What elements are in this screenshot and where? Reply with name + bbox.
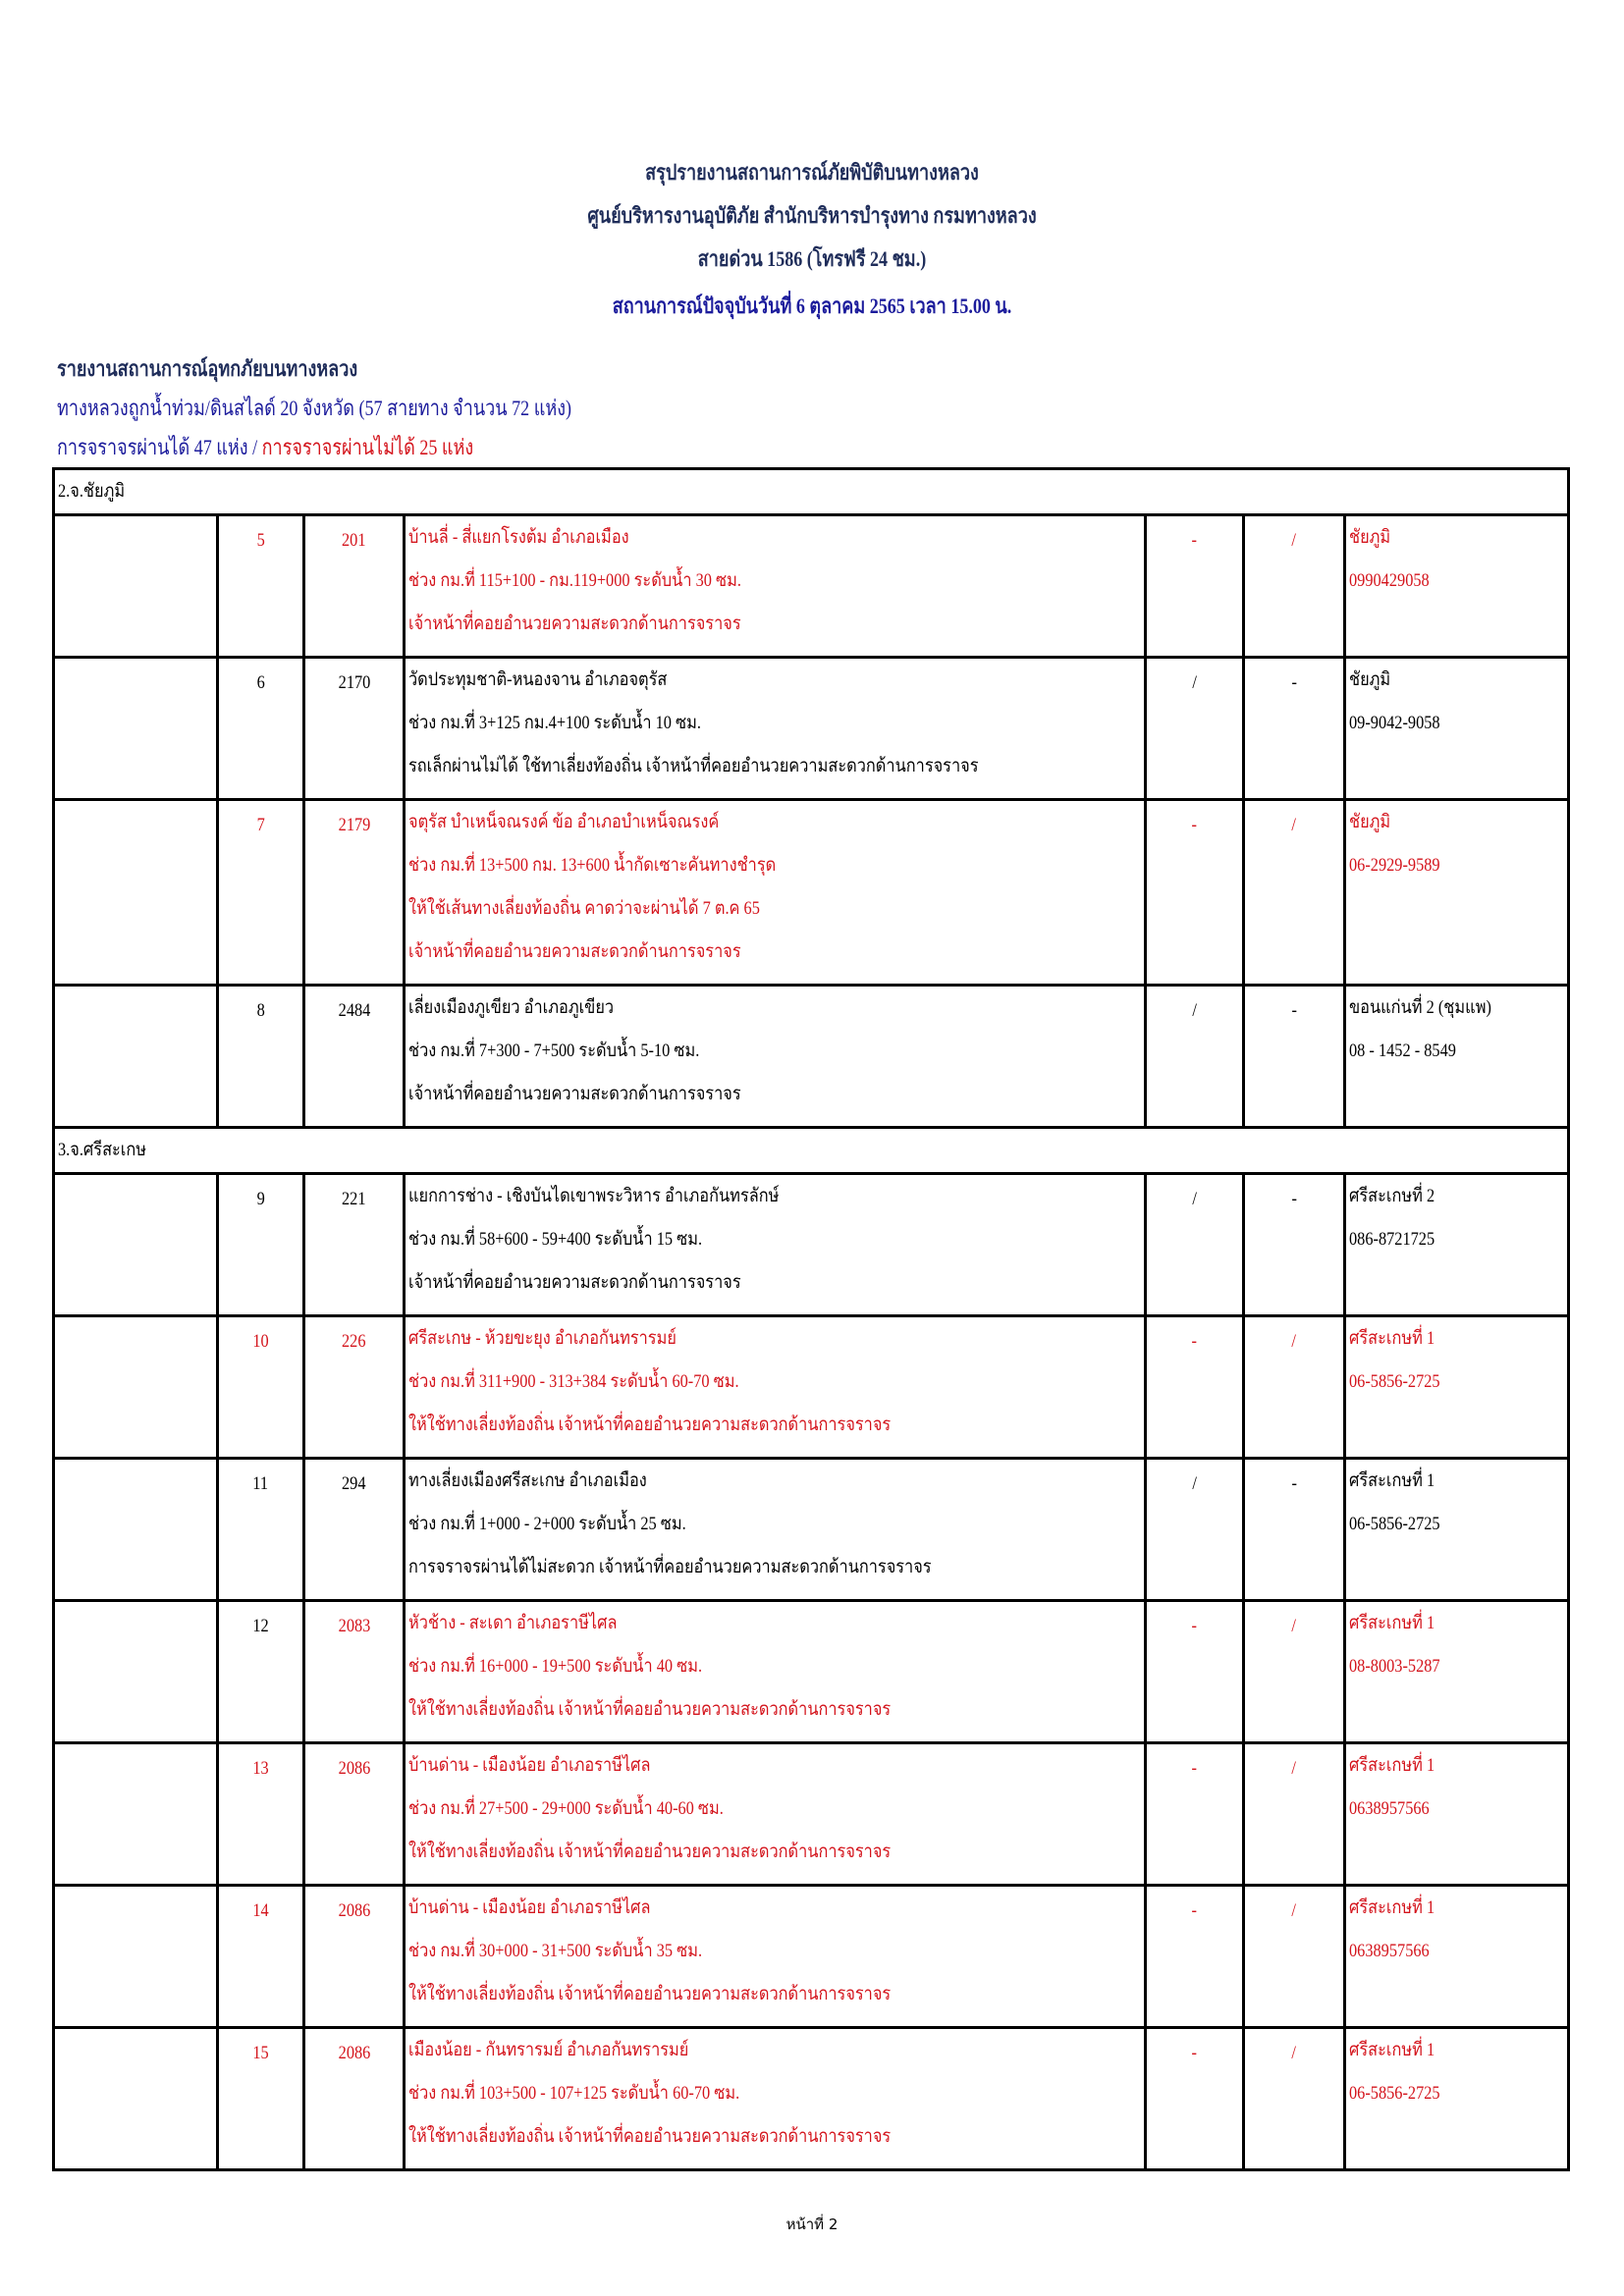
route-number: 2086 — [338, 2043, 370, 2063]
row-number-cell — [218, 1601, 304, 1743]
summary-impassable: การจราจรผ่านไม่ได้ 25 แห่ง — [261, 435, 474, 459]
summary-traffic — [57, 430, 473, 464]
description-line: ช่วง กม.ที่ 7+300 - 7+500 ระดับน้ำ 5-10 ซม. — [408, 1041, 700, 1061]
contact-cell — [1345, 800, 1569, 986]
contact-name: ศรีสะเกษที่ 1 — [1349, 1613, 1435, 1633]
impassable-mark: / — [1291, 815, 1297, 835]
row-number: 8 — [256, 1000, 265, 1021]
description-line: แยกการช่าง - เชิงบันไดเขาพระวิหาร อำเภอกันทรลักษ์ — [408, 1186, 780, 1206]
route-number: 2086 — [338, 1758, 370, 1779]
contact-name: ศรีสะเกษที่ 1 — [1349, 1897, 1435, 1918]
route-number-cell — [304, 1316, 405, 1459]
route-number-cell — [304, 658, 405, 800]
impassable-mark: / — [1291, 1758, 1297, 1779]
location-description-cell — [405, 515, 1146, 658]
route-number: 226 — [342, 1331, 366, 1352]
passable-mark-cell — [1146, 515, 1244, 658]
route-number: 201 — [342, 530, 366, 551]
location-description-cell — [405, 986, 1146, 1128]
route-number-cell — [304, 1459, 405, 1601]
row-number: 5 — [256, 530, 265, 551]
impassable-mark-cell — [1244, 1316, 1345, 1459]
passable-mark: - — [1191, 1900, 1198, 1921]
description-line: เมืองน้อย - กันทรารมย์ อำเภอกันทรารมย์ — [408, 2040, 689, 2060]
passable-mark: / — [1192, 672, 1197, 693]
report-datetime: สถานการณ์ปัจจุบันวันที่ 6 ตุลาคม 2565 เวลา 15.00 น. — [612, 294, 1012, 318]
description-line: ช่วง กม.ที่ 1+000 - 2+000 ระดับน้ำ 25 ซม. — [408, 1514, 686, 1534]
row-number-cell — [218, 1316, 304, 1459]
route-number-cell — [304, 2028, 405, 2170]
description-line: จตุรัส บำเหน็จณรงค์ ข้อ อำเภอบำเหน็จณรงค์ — [408, 812, 720, 832]
table-row — [54, 986, 1569, 1128]
description-line: ช่วง กม.ที่ 30+000 - 31+500 ระดับน้ำ 35 ซม. — [408, 1941, 703, 1961]
route-number: 2083 — [338, 1616, 370, 1636]
passable-mark: / — [1192, 1000, 1197, 1021]
blank-cell — [54, 800, 218, 986]
impassable-mark-cell — [1244, 2028, 1345, 2170]
contact-phone: 086-8721725 — [1349, 1229, 1435, 1250]
contact-cell — [1345, 1459, 1569, 1601]
contact-cell — [1345, 1743, 1569, 1886]
summary-passable: การจราจรผ่านได้ 47 แห่ง / — [57, 435, 262, 459]
impassable-mark-cell — [1244, 1174, 1345, 1316]
description-line: ช่วง กม.ที่ 27+500 - 29+000 ระดับน้ำ 40-60 ซม. — [408, 1798, 724, 1819]
passable-mark-cell — [1146, 1459, 1244, 1601]
description-line: ทางเลี่ยงเมืองศรีสะเกษ อำเภอเมือง — [408, 1470, 647, 1491]
province-section-row — [54, 1128, 1569, 1174]
description-line: บ้านลี่ - สี่แยกโรงต้ม อำเภอเมือง — [408, 527, 629, 548]
contact-name: ศรีสะเกษที่ 1 — [1349, 1328, 1435, 1349]
impassable-mark-cell — [1244, 986, 1345, 1128]
row-number-cell — [218, 1743, 304, 1886]
table-row — [54, 1601, 1569, 1743]
description-line: รถเล็กผ่านไม่ได้ ใช้ทาเลี่ยงท้องถิ่น เจ้าหน้าที่คอยอำนวยความสะดวกด้านการจราจร — [408, 756, 979, 776]
impassable-mark: - — [1291, 1473, 1297, 1494]
row-number: 6 — [256, 672, 265, 693]
report-organization: ศูนย์บริหารงานอุบัติภัย สำนักบริหารบำรุงทาง กรมทางหลวง — [587, 203, 1037, 228]
route-number: 221 — [342, 1189, 366, 1209]
description-line: บ้านด่าน - เมืองน้อย อำเภอราษีไศล — [408, 1897, 651, 1918]
contact-phone: 06-2929-9589 — [1349, 855, 1440, 876]
row-number-cell — [218, 986, 304, 1128]
row-number: 14 — [252, 1900, 269, 1921]
description-line: ให้ใช้ทางเลี่ยงท้องถิ่น เจ้าหน้าที่คอยอำนวยความสะดวกด้านการจราจร — [408, 1984, 892, 2004]
contact-cell — [1345, 1601, 1569, 1743]
contact-phone: 0638957566 — [1349, 1798, 1430, 1819]
province-label: 3.จ.ศรีสะเกษ — [58, 1140, 147, 1160]
route-number: 2086 — [338, 1900, 370, 1921]
contact-cell — [1345, 515, 1569, 658]
passable-mark: - — [1191, 530, 1198, 551]
contact-cell — [1345, 1886, 1569, 2028]
blank-cell — [54, 1743, 218, 1886]
description-line: ให้ใช้เส้นทางเลี่ยงท้องถิ่น คาดว่าจะผ่านได้ 7 ต.ค 65 — [408, 898, 760, 919]
row-number: 7 — [256, 815, 265, 835]
description-line: เจ้าหน้าที่คอยอำนวยความสะดวกด้านการจราจร — [408, 941, 741, 962]
contact-phone: 06-5856-2725 — [1349, 1371, 1440, 1392]
contact-phone: 06-5856-2725 — [1349, 2083, 1440, 2104]
contact-cell — [1345, 1316, 1569, 1459]
row-number: 13 — [252, 1758, 269, 1779]
location-description-cell — [405, 1601, 1146, 1743]
route-number-cell — [304, 1601, 405, 1743]
description-line: ให้ใช้ทางเลี่ยงท้องถิ่น เจ้าหน้าที่คอยอำนวยความสะดวกด้านการจราจร — [408, 2126, 892, 2147]
row-number-cell — [218, 1459, 304, 1601]
description-line: ช่วง กม.ที่ 3+125 กม.4+100 ระดับน้ำ 10 ซม. — [408, 713, 701, 733]
location-description-cell — [405, 658, 1146, 800]
passable-mark-cell — [1146, 2028, 1244, 2170]
table-row — [54, 1174, 1569, 1316]
contact-phone: 08-8003-5287 — [1349, 1656, 1440, 1677]
description-line: ช่วง กม.ที่ 58+600 - 59+400 ระดับน้ำ 15 ซม. — [408, 1229, 703, 1250]
impassable-mark-cell — [1244, 658, 1345, 800]
contact-phone: 0638957566 — [1349, 1941, 1430, 1961]
province-label: 2.จ.ชัยภูมิ — [58, 481, 126, 502]
passable-mark-cell — [1146, 1886, 1244, 2028]
blank-cell — [54, 2028, 218, 2170]
contact-name: ชัยภูมิ — [1349, 812, 1391, 832]
passable-mark-cell — [1146, 1316, 1244, 1459]
impassable-mark: - — [1291, 1189, 1297, 1209]
passable-mark: / — [1192, 1473, 1197, 1494]
location-description-cell — [405, 1174, 1146, 1316]
passable-mark: - — [1191, 1758, 1198, 1779]
location-description-cell — [405, 2028, 1146, 2170]
contact-cell — [1345, 986, 1569, 1128]
route-number-cell — [304, 800, 405, 986]
passable-mark-cell — [1146, 986, 1244, 1128]
description-line: ให้ใช้ทางเลี่ยงท้องถิ่น เจ้าหน้าที่คอยอำนวยความสะดวกด้านการจราจร — [408, 1699, 892, 1720]
page-number: หน้าที่ 2 — [785, 2216, 839, 2233]
description-line: การจราจรผ่านได้ไม่สะดวก เจ้าหน้าที่คอยอำนวยความสะดวกด้านการจราจร — [408, 1557, 932, 1577]
row-number-cell — [218, 515, 304, 658]
description-line: ศรีสะเกษ - ห้วยขะยุง อำเภอกันทรารมย์ — [408, 1328, 677, 1349]
province-section-row — [54, 469, 1569, 515]
summary-heading: รายงานสถานการณ์อุทกภัยบนทางหลวง — [57, 356, 358, 381]
table-row — [54, 1743, 1569, 1886]
location-description-cell — [405, 800, 1146, 986]
description-line: บ้านด่าน - เมืองน้อย อำเภอราษีไศล — [408, 1755, 651, 1776]
impassable-mark: / — [1291, 2043, 1297, 2063]
table-row — [54, 1316, 1569, 1459]
passable-mark: - — [1191, 815, 1198, 835]
row-number-cell — [218, 1174, 304, 1316]
blank-cell — [54, 1601, 218, 1743]
blank-cell — [54, 1174, 218, 1316]
route-number: 2170 — [338, 672, 370, 693]
blank-cell — [54, 658, 218, 800]
province-label-cell — [54, 1128, 1569, 1174]
location-description-cell — [405, 1886, 1146, 2028]
route-number: 2179 — [338, 815, 370, 835]
impassable-mark-cell — [1244, 1743, 1345, 1886]
contact-phone: 09-9042-9058 — [1349, 713, 1440, 733]
impassable-mark: / — [1291, 1900, 1297, 1921]
route-number: 294 — [342, 1473, 366, 1494]
row-number-cell — [218, 2028, 304, 2170]
location-description-cell — [405, 1459, 1146, 1601]
contact-phone: 0990429058 — [1349, 570, 1430, 591]
impassable-mark-cell — [1244, 1601, 1345, 1743]
impassable-mark-cell — [1244, 800, 1345, 986]
description-line: ให้ใช้ทางเลี่ยงท้องถิ่น เจ้าหน้าที่คอยอำนวยความสะดวกด้านการจราจร — [408, 1842, 892, 1862]
table-row — [54, 2028, 1569, 2170]
table-row — [54, 800, 1569, 986]
description-line: ช่วง กม.ที่ 13+500 กม. 13+600 น้ำกัดเซาะคันทางชำรุด — [408, 855, 777, 876]
table-row — [54, 1459, 1569, 1601]
contact-name: ศรีสะเกษที่ 1 — [1349, 1755, 1435, 1776]
passable-mark: / — [1192, 1189, 1197, 1209]
row-number: 10 — [252, 1331, 269, 1352]
contact-name: ขอนแก่นที่ 2 (ชุมแพ) — [1349, 997, 1491, 1018]
blank-cell — [54, 1316, 218, 1459]
province-label-cell — [54, 469, 1569, 515]
impassable-mark: / — [1291, 1616, 1297, 1636]
passable-mark: - — [1191, 1616, 1198, 1636]
route-number: 2484 — [338, 1000, 370, 1021]
impassable-mark: - — [1291, 672, 1297, 693]
contact-name: ชัยภูมิ — [1349, 669, 1391, 690]
blank-cell — [54, 1459, 218, 1601]
blank-cell — [54, 1886, 218, 2028]
route-number-cell — [304, 986, 405, 1128]
description-line: เจ้าหน้าที่คอยอำนวยความสะดวกด้านการจราจร — [408, 1084, 741, 1104]
impassable-mark: / — [1291, 530, 1297, 551]
passable-mark: - — [1191, 1331, 1198, 1352]
blank-cell — [54, 515, 218, 658]
table-row — [54, 515, 1569, 658]
flood-report-table — [52, 467, 1570, 2171]
description-line: ช่วง กม.ที่ 115+100 - กม.119+000 ระดับน้ำ 30 ซม. — [408, 570, 741, 591]
description-line: เจ้าหน้าที่คอยอำนวยความสะดวกด้านการจราจร — [408, 1272, 741, 1293]
row-number-cell — [218, 1886, 304, 2028]
row-number: 15 — [252, 2043, 269, 2063]
passable-mark-cell — [1146, 658, 1244, 800]
passable-mark-cell — [1146, 800, 1244, 986]
row-number: 12 — [252, 1616, 269, 1636]
location-description-cell — [405, 1316, 1146, 1459]
description-line: วัดประทุมชาติ-หนองจาน อำเภอจตุรัส — [408, 669, 668, 690]
route-number-cell — [304, 1743, 405, 1886]
route-number-cell — [304, 1886, 405, 2028]
passable-mark-cell — [1146, 1601, 1244, 1743]
passable-mark-cell — [1146, 1743, 1244, 1886]
impassable-mark: / — [1291, 1331, 1297, 1352]
passable-mark-cell — [1146, 1174, 1244, 1316]
impassable-mark-cell — [1244, 515, 1345, 658]
contact-name: ศรีสะเกษที่ 2 — [1349, 1186, 1435, 1206]
location-description-cell — [405, 1743, 1146, 1886]
contact-phone: 08 - 1452 - 8549 — [1349, 1041, 1456, 1061]
contact-name: ศรีสะเกษที่ 1 — [1349, 2040, 1435, 2060]
contact-name: ศรีสะเกษที่ 1 — [1349, 1470, 1435, 1491]
impassable-mark-cell — [1244, 1886, 1345, 2028]
impassable-mark-cell — [1244, 1459, 1345, 1601]
route-number-cell — [304, 515, 405, 658]
description-line: ช่วง กม.ที่ 103+500 - 107+125 ระดับน้ำ 60-70 ซม. — [408, 2083, 740, 2104]
row-number-cell — [218, 800, 304, 986]
blank-cell — [54, 986, 218, 1128]
table-row — [54, 658, 1569, 800]
row-number: 9 — [256, 1189, 265, 1209]
contact-cell — [1345, 1174, 1569, 1316]
row-number: 11 — [252, 1473, 269, 1494]
impassable-mark: - — [1291, 1000, 1297, 1021]
route-number-cell — [304, 1174, 405, 1316]
description-line: ช่วง กม.ที่ 16+000 - 19+500 ระดับน้ำ 40 ซม. — [408, 1656, 703, 1677]
description-line: เจ้าหน้าที่คอยอำนวยความสะดวกด้านการจราจร — [408, 614, 741, 634]
contact-cell — [1345, 658, 1569, 800]
table-row — [54, 1886, 1569, 2028]
report-title: สรุปรายงานสถานการณ์ภัยพิบัติบนทางหลวง — [645, 160, 979, 185]
description-line: หัวช้าง - สะเดา อำเภอราษีไศล — [408, 1613, 618, 1633]
description-line: ให้ใช้ทางเลี่ยงท้องถิ่น เจ้าหน้าที่คอยอำนวยความสะดวกด้านการจราจร — [408, 1415, 892, 1435]
report-hotline: สายด่วน 1586 (โทรฟรี 24 ชม.) — [697, 246, 927, 271]
contact-cell — [1345, 2028, 1569, 2170]
description-line: ช่วง กม.ที่ 311+900 - 313+384 ระดับน้ำ 60-70 ซม. — [408, 1371, 739, 1392]
contact-name: ชัยภูมิ — [1349, 527, 1391, 548]
summary-affected: ทางหลวงถูกน้ำท่วม/ดินสไลด์ 20 จังหวัด (57 สายทาง จำนวน 72 แห่ง) — [57, 396, 572, 420]
contact-phone: 06-5856-2725 — [1349, 1514, 1440, 1534]
description-line: เลี่ยงเมืองภูเขียว อำเภอภูเขียว — [408, 997, 615, 1018]
row-number-cell — [218, 658, 304, 800]
passable-mark: - — [1191, 2043, 1198, 2063]
